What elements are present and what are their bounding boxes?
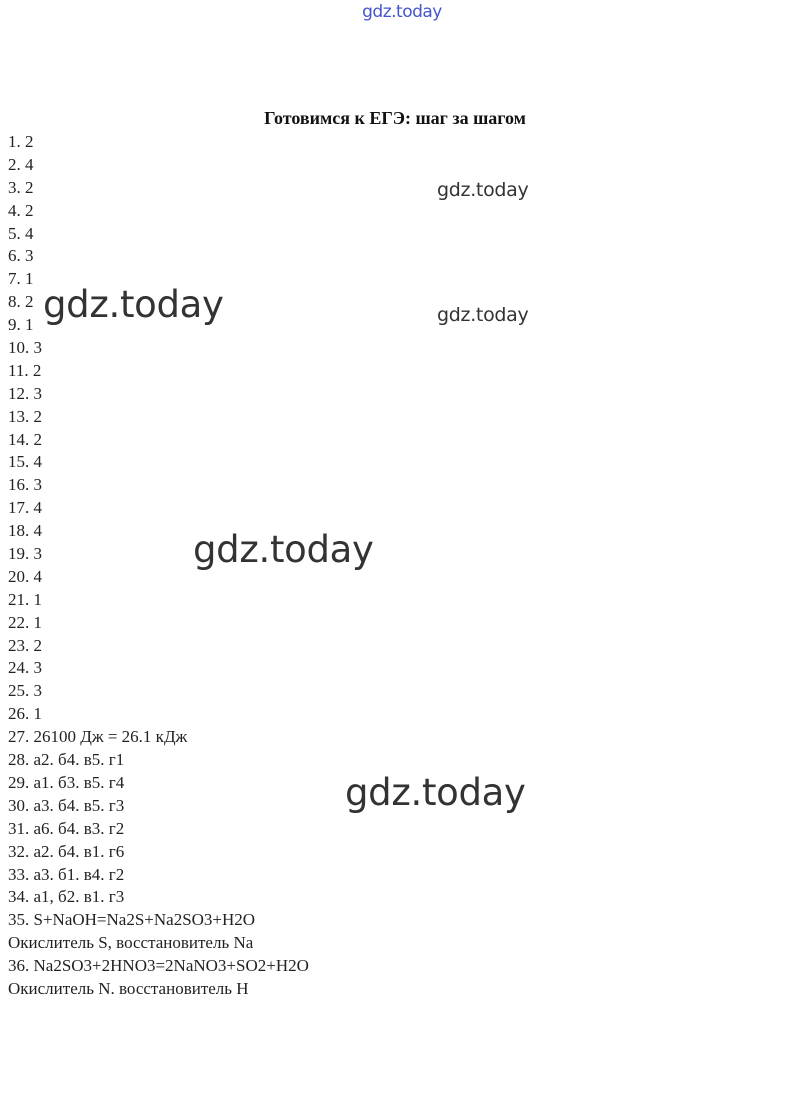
answer-line: 16. 3 xyxy=(8,475,42,495)
answer-line: 24. 3 xyxy=(8,658,42,678)
answer-line: 25. 3 xyxy=(8,681,42,701)
answer-line: 13. 2 xyxy=(8,406,42,426)
answer-line: Окислитель S, восстановитель Na xyxy=(8,933,254,953)
answer-line: 33. а3. б1. в4. г2 xyxy=(8,864,125,884)
answer-line: Окислитель N. восстановитель H xyxy=(8,978,249,998)
answer-line: 28. а2. б4. в5. г1 xyxy=(8,750,125,770)
answer-line: 17. 4 xyxy=(8,498,42,518)
watermark-text: gdz.today xyxy=(193,528,374,571)
answer-line: 26. 1 xyxy=(8,704,42,724)
watermark-text: gdz.today xyxy=(43,283,224,326)
watermark-text: gdz.today xyxy=(437,179,529,201)
answer-line: 6. 3 xyxy=(8,246,34,266)
answer-line: 29. а1. б3. в5. г4 xyxy=(8,772,125,792)
answer-line: 15. 4 xyxy=(8,452,42,472)
answer-line: 31. а6. б4. в3. г2 xyxy=(8,818,125,838)
answer-line: 32. а2. б4. в1. г6 xyxy=(8,841,125,861)
page-title: Готовимся к ЕГЭ: шаг за шагом xyxy=(264,108,526,128)
answer-line: 23. 2 xyxy=(8,635,42,655)
watermark-text: gdz.today xyxy=(437,304,529,326)
answer-line: 8. 2 xyxy=(8,292,34,312)
answer-line: 2. 4 xyxy=(8,154,34,174)
answer-line: 4. 2 xyxy=(8,200,34,220)
answer-line: 19. 3 xyxy=(8,544,42,564)
answer-line: 12. 3 xyxy=(8,383,42,403)
answer-line: 27. 26100 Дж = 26.1 кДж xyxy=(8,727,188,747)
answer-line: 9. 1 xyxy=(8,315,34,335)
answer-line: 35. S+NaOH=Na2S+Na2SO3+H2O xyxy=(8,910,256,930)
answer-line: 3. 2 xyxy=(8,177,34,197)
answer-line: 7. 1 xyxy=(8,269,34,289)
answer-line: 18. 4 xyxy=(8,521,42,541)
answer-line: 21. 1 xyxy=(8,589,42,609)
answer-line: 5. 4 xyxy=(8,223,34,243)
answer-line: 1. 2 xyxy=(8,132,34,151)
watermark-text: gdz.today xyxy=(345,771,526,814)
answer-line: 34. а1, б2. в1. г3 xyxy=(8,887,125,907)
answer-line: 11. 2 xyxy=(8,360,42,380)
answer-line: 14. 2 xyxy=(8,429,42,449)
answer-line: 30. а3. б4. в5. г3 xyxy=(8,795,125,815)
answer-line: 10. 3 xyxy=(8,338,42,358)
answer-line: 36. Na2SO3+2HNO3=2NaNO3+SO2+H2O xyxy=(8,956,309,976)
answer-line: 20. 4 xyxy=(8,566,42,586)
answer-line: 22. 1 xyxy=(8,612,42,632)
site-watermark-top: gdz.today xyxy=(362,2,442,22)
